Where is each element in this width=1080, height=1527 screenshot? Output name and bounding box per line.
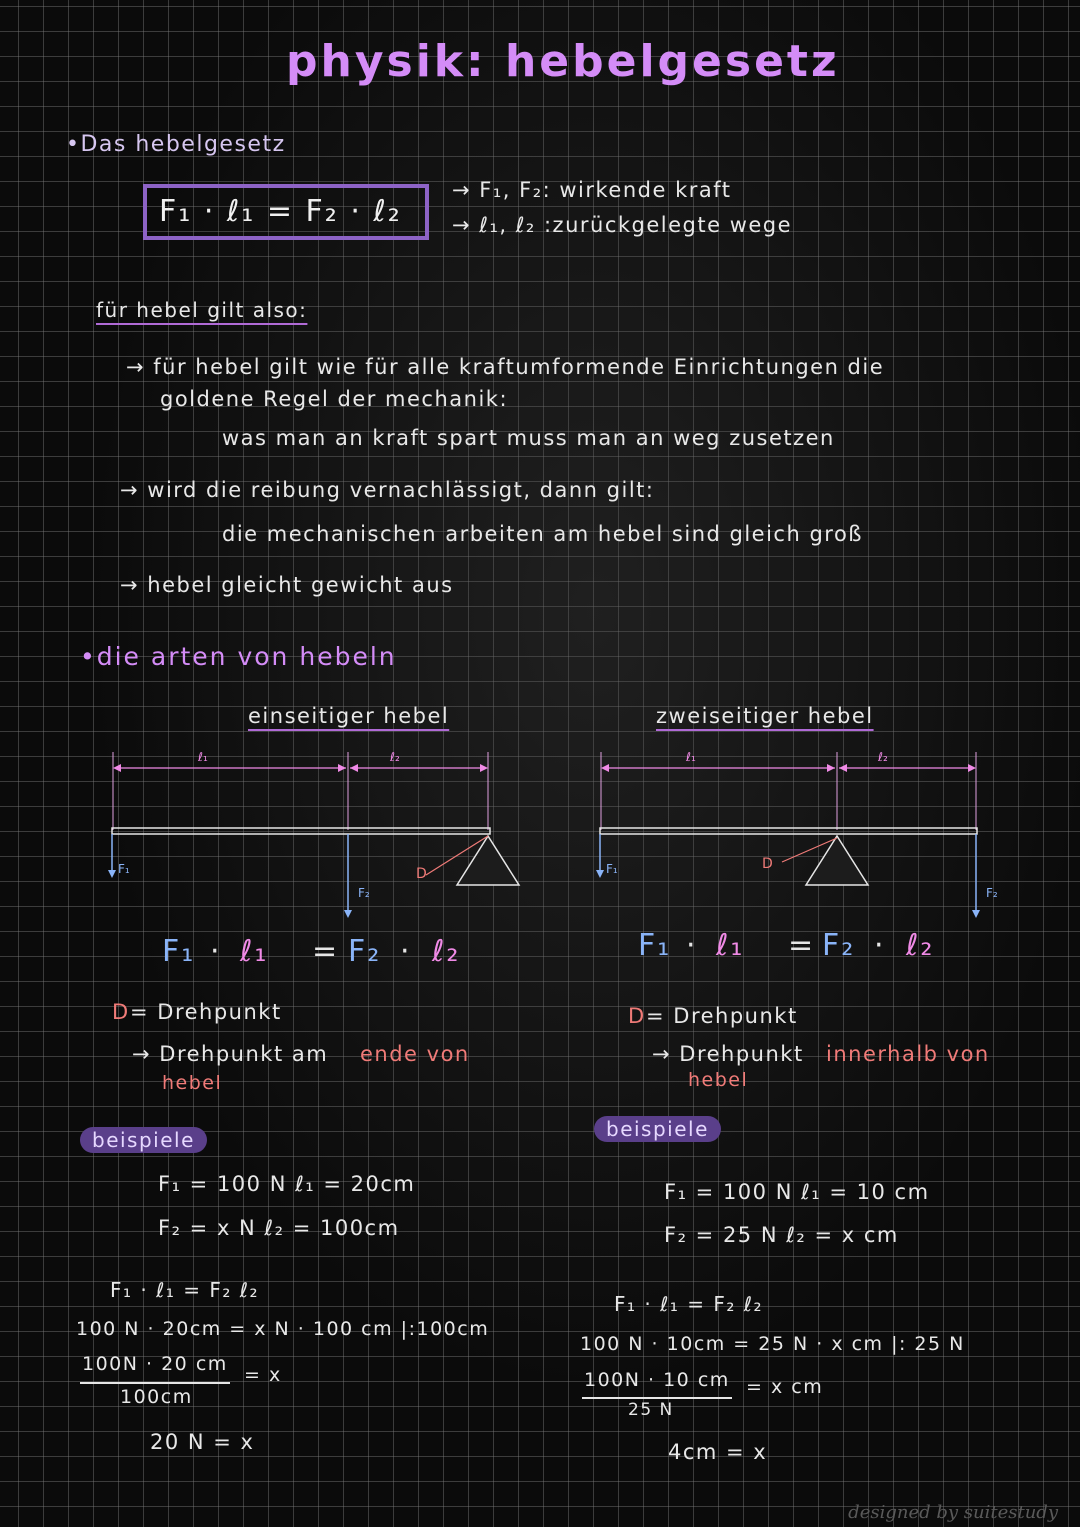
right-pivot bbox=[806, 836, 868, 885]
left-calc-3-denominator: 100cm bbox=[120, 1386, 193, 1408]
left-d-definition: = Drehpunkt bbox=[130, 1000, 282, 1024]
right-lever-title: zweiseitiger hebel bbox=[656, 704, 874, 728]
left-beam bbox=[112, 828, 490, 834]
right-pivot-note-red: innerhalb von bbox=[826, 1042, 990, 1066]
left-calc-3-result: = x bbox=[244, 1364, 282, 1386]
left-fraction-bar bbox=[80, 1382, 230, 1384]
left-pivot bbox=[457, 836, 519, 885]
left-pivot-note-red-2: hebel bbox=[162, 1072, 223, 1094]
right-eq-l1: ℓ₁ bbox=[716, 928, 745, 963]
rule-line-3: was man an kraft spart muss man an weg zusetzen bbox=[222, 426, 835, 450]
right-eq-dot2: · bbox=[874, 928, 886, 963]
right-eq-f1: F₁ bbox=[638, 928, 672, 963]
right-d-letter: D bbox=[628, 1004, 646, 1028]
right-pivot-note: → Drehpunkt bbox=[652, 1042, 804, 1066]
left-d-label: D bbox=[416, 866, 427, 882]
left-eq-dot2: · bbox=[400, 934, 412, 969]
right-calc-3-denominator: 25 N bbox=[628, 1400, 674, 1420]
legend-force: → F₁, F₂: wirkende kraft bbox=[452, 178, 732, 202]
right-f2-label: F₂ bbox=[986, 886, 998, 900]
right-eq-dot1: · bbox=[686, 928, 698, 963]
section-heading-arten: •die arten von hebeln bbox=[80, 642, 397, 671]
left-lever-diagram bbox=[100, 740, 640, 940]
left-given-1: F₁ = 100 N ℓ₁ = 20cm bbox=[158, 1172, 416, 1196]
right-eq-f2: F₂ bbox=[822, 928, 856, 963]
left-l2-label: ℓ₂ bbox=[390, 750, 400, 764]
left-calc-3-numerator: 100N · 20 cm bbox=[82, 1353, 228, 1375]
right-lever-diagram bbox=[590, 740, 1010, 940]
right-calc-1: F₁ · ℓ₁ = F₂ ℓ₂ bbox=[614, 1292, 764, 1316]
right-l1-label: ℓ₁ bbox=[686, 750, 696, 764]
right-calc-3-numerator: 100N · 10 cm bbox=[584, 1369, 730, 1391]
signature: designed by suitestudy bbox=[848, 1502, 1058, 1523]
right-l2-label: ℓ₂ bbox=[878, 750, 888, 764]
left-f1-label: F₁ bbox=[118, 862, 130, 876]
left-calc-2: 100 N · 20cm = x N · 100 cm |:100cm bbox=[76, 1318, 490, 1340]
right-eq-l2: ℓ₂ bbox=[906, 928, 935, 963]
left-eq-dot1: · bbox=[210, 934, 222, 969]
right-f1-label: F₁ bbox=[606, 862, 618, 876]
left-f2-label: F₂ bbox=[358, 886, 370, 900]
left-given-2: F₂ = x N ℓ₂ = 100cm bbox=[158, 1216, 400, 1240]
right-d-label: D bbox=[762, 856, 773, 872]
right-d-definition: = Drehpunkt bbox=[646, 1004, 798, 1028]
left-lever-title: einseitiger hebel bbox=[248, 704, 450, 728]
section-heading-hebel-gilt: für hebel gilt also: bbox=[96, 298, 308, 322]
right-calc-3-result: = x cm bbox=[746, 1376, 824, 1398]
left-pivot-note-red: ende von bbox=[360, 1042, 470, 1066]
left-calc-4: 20 N = x bbox=[150, 1430, 255, 1454]
right-beam bbox=[600, 828, 977, 834]
left-eq-f1: F₁ bbox=[162, 934, 196, 969]
right-pivot-note-red-2: hebel bbox=[688, 1069, 749, 1091]
right-given-2: F₂ = 25 N ℓ₂ = x cm bbox=[664, 1223, 899, 1247]
right-beispiele-badge: beispiele bbox=[594, 1116, 721, 1142]
rule-line-2: goldene Regel der mechanik: bbox=[160, 387, 509, 411]
left-eq-equals: = bbox=[312, 934, 340, 969]
left-d-letter: D bbox=[112, 1000, 130, 1024]
legend-length: → ℓ₁, ℓ₂ :zurückgelegte wege bbox=[452, 213, 793, 237]
right-given-1: F₁ = 100 N ℓ₁ = 10 cm bbox=[664, 1180, 930, 1204]
friction-line-1: → wird die reibung vernachlässigt, dann gilt: bbox=[120, 478, 655, 502]
left-eq-l1: ℓ₁ bbox=[240, 934, 269, 969]
left-eq-f2: F₂ bbox=[348, 934, 382, 969]
left-beispiele-badge: beispiele bbox=[80, 1127, 207, 1153]
right-calc-4: 4cm = x bbox=[668, 1440, 768, 1464]
right-calc-2: 100 N · 10cm = 25 N · x cm |: 25 N bbox=[580, 1333, 965, 1355]
boxed-formula: F₁ · ℓ₁ = F₂ · ℓ₂ bbox=[143, 184, 429, 240]
balance-line: → hebel gleicht gewicht aus bbox=[120, 573, 454, 597]
right-eq-equals: = bbox=[788, 928, 816, 963]
section-heading-hebelgesetz: •Das hebelgesetz bbox=[66, 132, 286, 157]
left-l1-label: ℓ₁ bbox=[198, 750, 208, 764]
left-eq-l2: ℓ₂ bbox=[432, 934, 461, 969]
page-title: physik: hebelgesetz bbox=[286, 36, 840, 87]
friction-line-2: die mechanischen arbeiten am hebel sind gleich groß bbox=[222, 522, 864, 546]
left-calc-1: F₁ · ℓ₁ = F₂ ℓ₂ bbox=[110, 1278, 260, 1302]
rule-line-1: → für hebel gilt wie für alle kraftumformende Einrichtungen die bbox=[126, 355, 885, 379]
right-fraction-bar bbox=[582, 1397, 732, 1399]
left-pivot-note: → Drehpunkt am bbox=[132, 1042, 329, 1066]
